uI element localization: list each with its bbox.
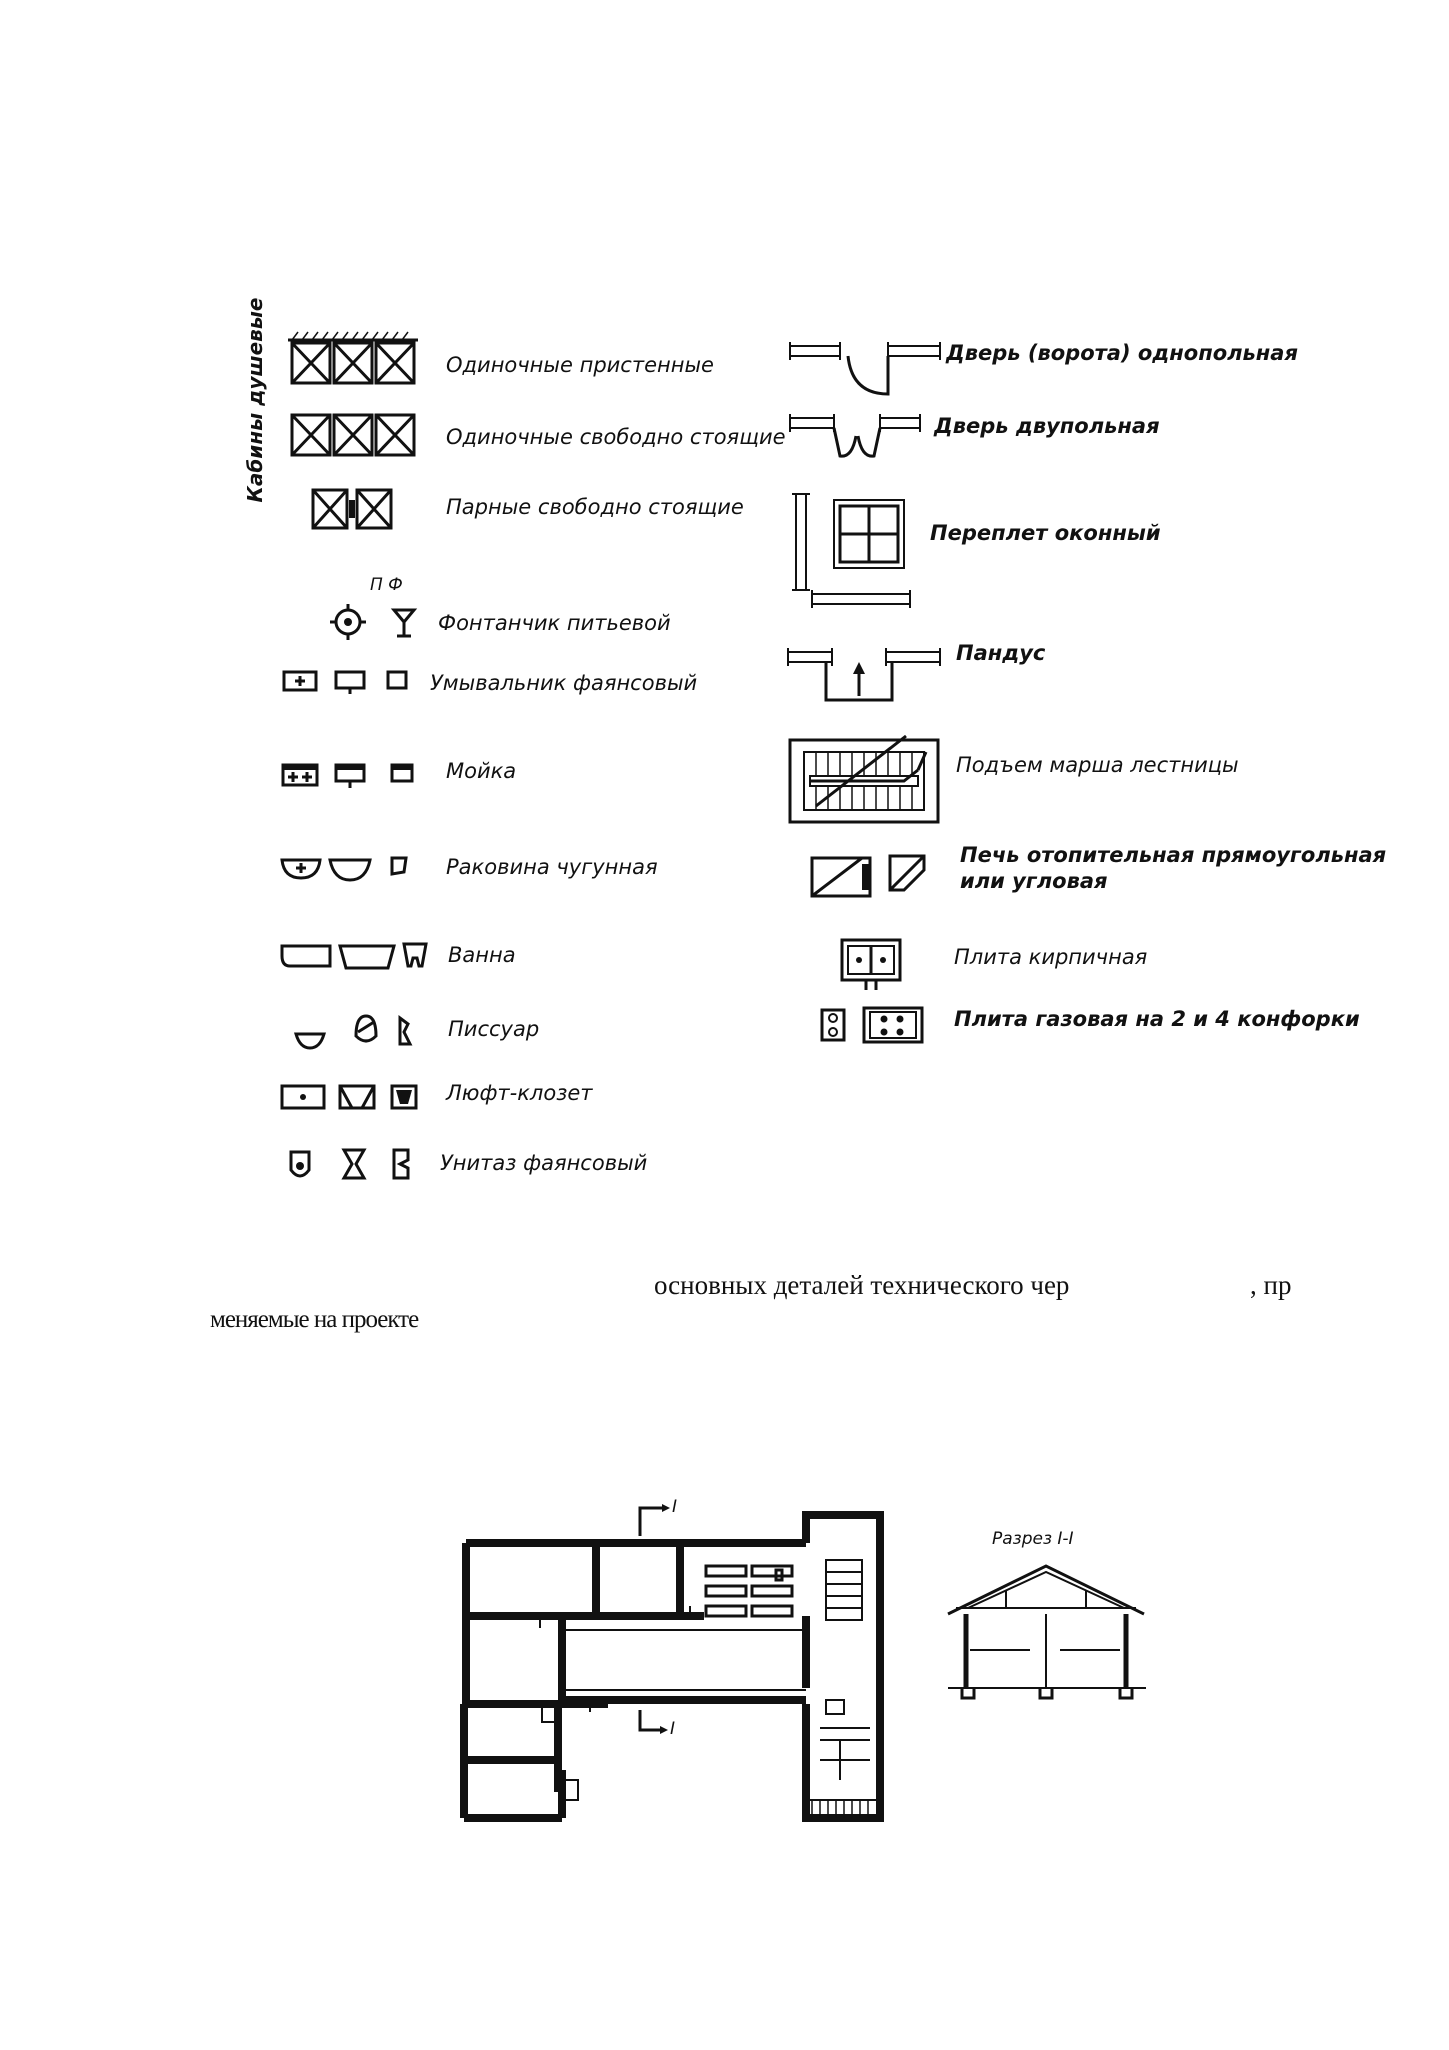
legend-right-6: Печь отопительная прямоугольная bbox=[960, 843, 1387, 867]
legend-item-3: Парные свободно стоящие bbox=[446, 495, 744, 519]
legend-item-6: Мойка bbox=[446, 759, 517, 783]
legend-right-3: Переплет оконный bbox=[930, 521, 1161, 545]
cabins-group-label bbox=[243, 298, 267, 503]
shower-cabin-wall-symbol bbox=[288, 332, 418, 383]
brick-stove-symbol bbox=[842, 940, 900, 990]
floor-plan bbox=[464, 1497, 880, 1818]
legend-item-8: Ванна bbox=[448, 943, 516, 967]
legend-item-4: Фонтанчик питьевой bbox=[438, 611, 671, 635]
legend-right-4: Пандус bbox=[956, 641, 1046, 665]
section-mark-top: I bbox=[672, 1497, 678, 1517]
legend-right-5: Подъем марша лестницы bbox=[956, 753, 1239, 777]
washbasin-symbol bbox=[284, 672, 406, 694]
double-door-symbol bbox=[790, 414, 920, 456]
legend-item-9: Писсуар bbox=[448, 1017, 540, 1041]
kitchen-sink-symbol bbox=[283, 765, 412, 788]
shower-cabin-free-symbol bbox=[292, 415, 414, 455]
legend-right-1: Дверь (ворота) однопольная bbox=[946, 341, 1298, 365]
legend-item-5: Умывальник фаянсовый bbox=[430, 671, 698, 695]
legend-item-2: Одиночные свободно стоящие bbox=[446, 425, 786, 449]
urinal-symbol bbox=[296, 1016, 410, 1048]
cast-iron-sink-symbol bbox=[282, 858, 406, 880]
window-frame-symbol bbox=[792, 494, 910, 608]
stair-flight-symbol bbox=[790, 736, 938, 822]
heating-stove-symbol bbox=[812, 856, 924, 896]
shower-cabin-pair-symbol bbox=[313, 490, 391, 528]
caption-line-1a: основных деталей технического чер bbox=[654, 1270, 1070, 1300]
legend-right-2: Дверь двупольная bbox=[934, 414, 1160, 438]
svg-text:Кабины душевые: Кабины душевые bbox=[243, 297, 267, 503]
caption-line-1b: , пр bbox=[1250, 1270, 1292, 1300]
legend-item-10: Люфт-клозет bbox=[446, 1081, 593, 1105]
ramp-symbol bbox=[788, 648, 940, 700]
fountain-variants-label: П Ф bbox=[370, 575, 403, 595]
flush-toilet-symbol bbox=[291, 1150, 408, 1178]
drinking-fountain-symbol bbox=[330, 604, 414, 640]
air-closet-symbol bbox=[282, 1086, 416, 1108]
legend-item-1: Одиночные пристенные bbox=[446, 353, 714, 377]
bathtub-symbol bbox=[282, 944, 426, 968]
section-mark-bottom: I bbox=[670, 1719, 676, 1739]
caption-line-2: меняемые на проекте bbox=[210, 1306, 419, 1333]
legend-item-7: Раковина чугунная bbox=[446, 855, 658, 879]
gas-stove-symbol bbox=[822, 1008, 922, 1042]
legend-right-6b: или угловая bbox=[960, 869, 1108, 893]
legend-item-11: Унитаз фаянсовый bbox=[440, 1151, 648, 1175]
legend-right-8: Плита газовая на 2 и 4 конфорки bbox=[954, 1007, 1360, 1031]
section-title: Разрез I-I bbox=[992, 1529, 1074, 1549]
single-door-symbol bbox=[790, 342, 940, 394]
section-drawing bbox=[948, 1529, 1146, 1698]
legend-right-7: Плита кирпичная bbox=[954, 945, 1148, 969]
